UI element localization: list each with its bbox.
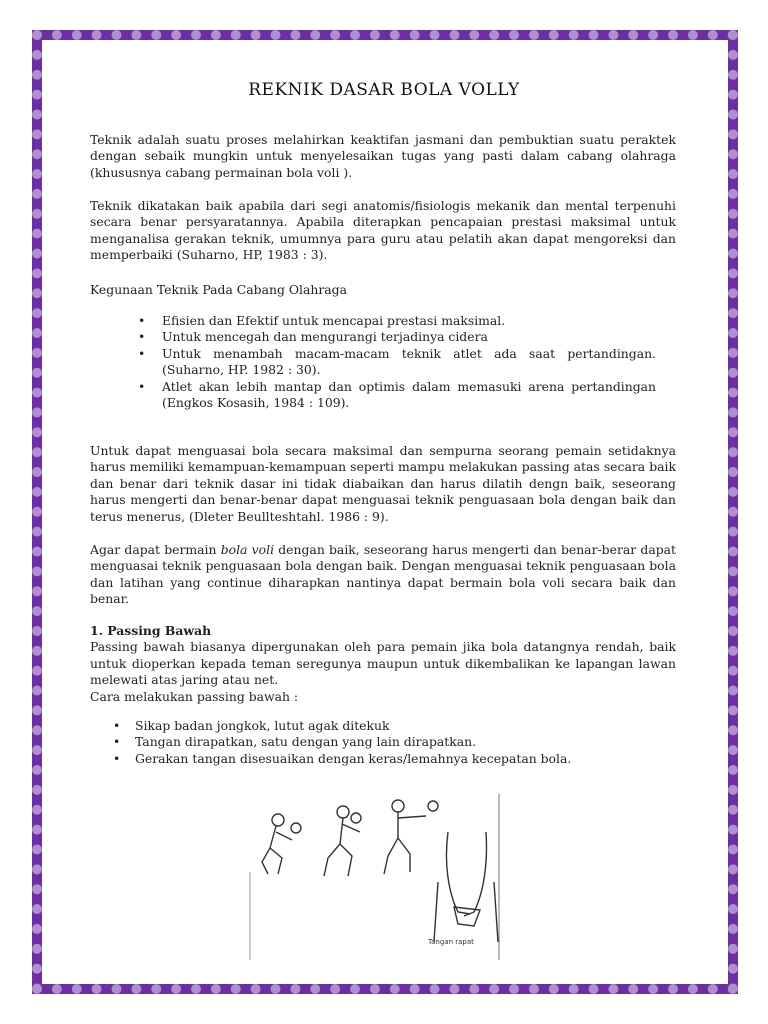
paragraph-3: Kegunaan Teknik Pada Cabang Olahraga [90, 282, 347, 297]
figure-caption: Tangan rapat [428, 938, 474, 946]
list-item: • Efisien dan Efektif untuk mencapai prestasi maksimal. [162, 313, 656, 329]
player-figure-2 [324, 806, 361, 876]
passing-illustration [248, 792, 504, 962]
list-item: • Tangan dirapatkan, satu dengan yang lain dirapatkan. [135, 734, 695, 750]
paragraph-5-end: dengan baik, seseorang harus mengerti dan benar-berar dapat menguasai teknik penguasaan bola dengan baik. Dengan menguasai teknik penguasaan bola dan latihan yang continue diharapkan nantinya dapat bermain bola voli secara baik dan benar. [90, 542, 677, 607]
paragraph-5-emphasis: bola voli [220, 542, 275, 557]
paragraph-1: Teknik adalah suatu proses melahirkan keaktifan jasmani dan pembuktian suatu peraktek dengan sebaik mungkin untuk menyelesaikan tugas yang pasti dalam cabang olahraga (khususnya cabang permainan bola voli ). [90, 132, 676, 180]
section-passing-bawah [90, 623, 676, 705]
player-figure-1 [262, 814, 301, 874]
page-title: REKNIK DASAR BOLA VOLLY [248, 80, 520, 100]
paragraph-2: Teknik dikatakan baik apabila dari segi anatomis/fisiologis mekanik dan mental terpenuhi secara benar persyaratannya. Apabila diterapkan pencapaian prestasi maksimal untuk menganalisa gerakan teknik, umumnya para guru atau pelatih akan dapat mengoreksi dan memperbaiki (Suharno, HP, 1983 : 3). [90, 198, 676, 263]
player-figure-3 [384, 800, 438, 874]
paragraph-4: Untuk dapat menguasai bola secara maksimal dan sempurna seorang pemain setidaknya harus memiliki kemampuan-kemampuan seperti mampu melakukan passing atas secara baik dan benar dari teknik dasar ini tidak diabaikan dan harus dilatih dengn baik, seseorang harus mengerti dan benar-benar dapat menguasai teknik penguasaan bola dengan baik dan terus menerus, (Dleter Beullteshtahl. 1986 : 9). [90, 443, 676, 524]
list-item: • Sikap badan jongkok, lutut agak ditekuk [135, 718, 695, 734]
list-item: • Untuk mencegah dan mengurangi terjadinya cidera [162, 329, 656, 345]
paragraph-7: Cara melakukan passing bawah : [90, 688, 299, 704]
list-item: • Atlet akan lebih mantap dan optimis dalam memasuki arena pertandingan (Engkos Kosasih, 1984 : 109). [162, 379, 656, 412]
paragraph-5-start: Agar dapat bermain [90, 542, 221, 557]
list-item: • Gerakan tangan disesuaikan dengan keras/lemahnya kecepatan bola. [135, 751, 695, 767]
benefits-list [162, 313, 656, 411]
section-heading: 1. Passing Bawah [90, 623, 212, 638]
steps-list [135, 718, 695, 767]
arms-closeup [434, 832, 498, 942]
paragraph-5 [90, 542, 676, 608]
list-item: • Untuk menambah macam-macam teknik atlet ada saat pertandingan. (Suharno, HP. 1982 : 30). [162, 346, 656, 379]
paragraph-6: Passing bawah biasanya dipergunakan oleh para pemain jika bola datangnya rendah, baik untuk dioperkan kepada teman seregunya maupun untuk dikembalikan ke lapangan lawan melewati atas jaring atau net. [90, 639, 676, 688]
